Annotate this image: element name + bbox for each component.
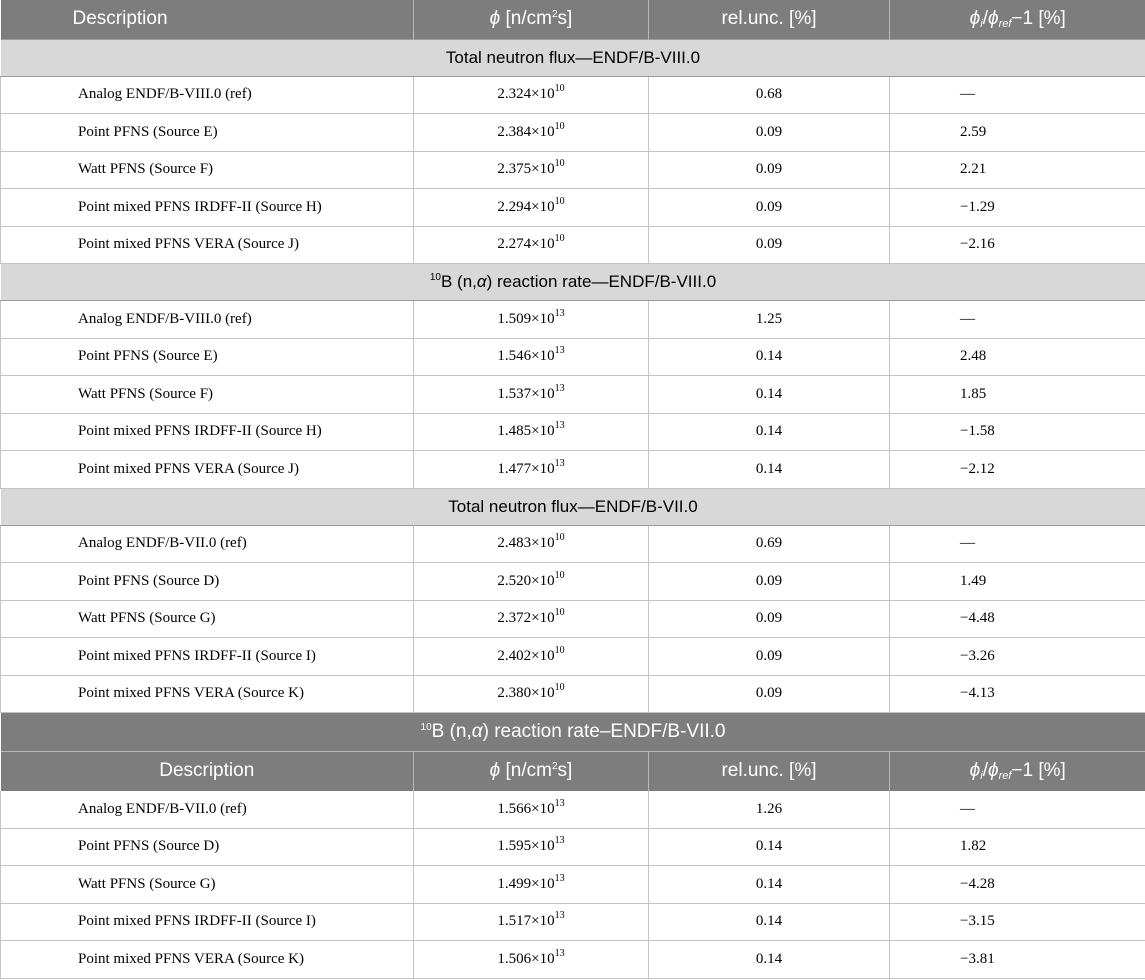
flux-exponent: 13 [554,457,565,469]
cell-uncertainty: 0.09 [649,114,890,152]
header-flux-unit-exp: 2 [551,9,558,21]
section-title [1,39,1145,76]
flux-mantissa: 1.546 [497,348,532,365]
header-flux-symbol: ϕ [489,760,501,782]
cell-deviation: −3.81 [890,941,1145,979]
cell-flux [414,600,649,638]
flux-exponent: 13 [554,345,565,357]
flux-mantissa: 1.517 [497,913,532,930]
cell-description: Point PFNS (Source E) [1,338,414,376]
cell-deviation: — [890,301,1145,339]
cell-deviation: −3.26 [890,638,1145,676]
section-header-row [1,713,1145,752]
cell-flux [414,903,649,941]
cell-deviation: — [890,791,1145,829]
cell-uncertainty: 0.68 [649,76,890,114]
cell-uncertainty: 0.09 [649,189,890,227]
header-description-label: Description [159,760,255,782]
header-flux [414,0,649,39]
cell-description: Analog ENDF/B-VIII.0 (ref) [1,301,414,339]
flux-base: 10 [539,647,555,664]
flux-times: × [531,198,540,215]
header-description [1,0,414,39]
flux-times: × [531,800,540,817]
header-ratio-sub-ref: ref [998,18,1012,31]
flux-base: 10 [539,198,555,215]
section-title [1,264,1145,301]
flux-mantissa: 1.566 [497,800,532,817]
header-description-label: Description [72,8,168,30]
flux-mantissa: 2.402 [497,647,532,664]
cell-flux [414,791,649,829]
header-flux-unit-tail: s] [557,8,573,30]
flux-exponent: 10 [554,195,565,207]
flux-base: 10 [539,610,555,627]
cell-description: Analog ENDF/B-VII.0 (ref) [1,525,414,563]
header-ratio-sub-i: i [980,18,983,31]
cell-description: Watt PFNS (Source G) [1,600,414,638]
flux-exponent: 10 [554,644,565,656]
cell-deviation: 2.59 [890,114,1145,152]
flux-times: × [531,572,540,589]
header-flux-symbol: ϕ [489,8,501,30]
header-flux [414,752,649,791]
flux-exponent: 13 [554,420,565,432]
flux-base: 10 [539,838,555,855]
cell-uncertainty: 1.26 [649,791,890,829]
section-title-text: Total neutron flux—ENDF/B-VII.0 [448,496,698,516]
section-header-row [1,39,1145,76]
flux-base: 10 [539,535,555,552]
flux-times: × [531,423,540,440]
cell-deviation: 1.82 [890,828,1145,866]
flux-exponent: 10 [554,120,565,132]
section-title-text: B (n, [431,721,472,742]
flux-mantissa: 2.483 [497,535,532,552]
cell-description: Point PFNS (Source E) [1,114,414,152]
section-title-text: B (n, [440,272,477,291]
cell-flux [414,451,649,489]
results-table-body [1,0,1145,978]
table-row [1,563,1145,601]
cell-uncertainty: 0.09 [649,675,890,713]
cell-description: Point PFNS (Source D) [1,828,414,866]
cell-description: Analog ENDF/B-VII.0 (ref) [1,791,414,829]
cell-uncertainty: 1.25 [649,301,890,339]
flux-base: 10 [539,310,555,327]
flux-exponent: 13 [554,872,565,884]
flux-times: × [531,236,540,253]
flux-exponent: 13 [554,835,565,847]
flux-mantissa: 2.324 [497,86,532,103]
flux-times: × [531,86,540,103]
table-row [1,151,1145,189]
flux-mantissa: 1.485 [497,423,532,440]
section-header-row [1,488,1145,525]
header-ratio-phi: ϕ [987,8,999,30]
table-row [1,301,1145,339]
cell-description: Point mixed PFNS IRDFF-II (Source I) [1,903,414,941]
cell-deviation: −2.12 [890,451,1145,489]
flux-times: × [531,610,540,627]
table-row [1,828,1145,866]
section-title-alpha: α [471,721,483,742]
table-row [1,525,1145,563]
cell-deviation: −1.29 [890,189,1145,227]
flux-exponent: 10 [554,233,565,245]
flux-base: 10 [539,423,555,440]
table-row [1,376,1145,414]
section-title-text: Total neutron flux—ENDF/B-VIII.0 [445,47,701,67]
cell-description: Point mixed PFNS VERA (Source K) [1,675,414,713]
cell-deviation: 1.85 [890,376,1145,414]
table-row [1,226,1145,264]
flux-base: 10 [539,348,555,365]
header-ratio-tail: −1 [%] [1011,760,1066,782]
table-row [1,451,1145,489]
cell-flux [414,376,649,414]
cell-uncertainty: 0.09 [649,151,890,189]
flux-exponent: 13 [554,382,565,394]
cell-uncertainty: 0.14 [649,376,890,414]
header-ratio-tail: −1 [%] [1011,8,1066,30]
flux-exponent: 10 [554,682,565,694]
cell-flux [414,151,649,189]
cell-uncertainty: 0.14 [649,338,890,376]
cell-flux [414,76,649,114]
flux-mantissa: 2.274 [497,236,532,253]
header-ratio [890,752,1145,791]
cell-flux [414,563,649,601]
flux-mantissa: 2.380 [497,685,532,702]
cell-description: Point PFNS (Source D) [1,563,414,601]
flux-exponent: 10 [554,158,565,170]
flux-times: × [531,950,540,967]
cell-uncertainty: 0.69 [649,525,890,563]
flux-mantissa: 1.595 [497,838,532,855]
header-ratio-sub-i: i [980,770,983,783]
cell-flux [414,638,649,676]
cell-description: Point mixed PFNS IRDFF-II (Source I) [1,638,414,676]
header-uncertainty-label: rel.unc. [%] [721,8,817,30]
flux-times: × [531,685,540,702]
cell-description: Point mixed PFNS VERA (Source J) [1,451,414,489]
cell-flux [414,301,649,339]
table-row [1,866,1145,904]
cell-description: Point mixed PFNS IRDFF-II (Source H) [1,189,414,227]
table-row [1,903,1145,941]
cell-flux [414,189,649,227]
flux-times: × [531,647,540,664]
cell-flux [414,226,649,264]
flux-exponent: 10 [554,569,565,581]
section-title-tail: ) reaction rate–ENDF/B-VII.0 [482,721,726,742]
cell-uncertainty: 0.14 [649,903,890,941]
cell-flux [414,866,649,904]
cell-flux [414,114,649,152]
section-title [1,713,1145,752]
cell-description: Analog ENDF/B-VIII.0 (ref) [1,76,414,114]
flux-times: × [531,460,540,477]
table-row [1,114,1145,152]
flux-base: 10 [539,161,555,178]
flux-times: × [531,348,540,365]
table-header-row-repeat [1,752,1145,791]
flux-times: × [531,161,540,178]
cell-uncertainty: 0.14 [649,941,890,979]
header-ratio-phi: ϕ [969,8,981,30]
cell-uncertainty: 0.09 [649,563,890,601]
header-ratio [890,0,1145,39]
flux-times: × [531,875,540,892]
flux-exponent: 10 [554,532,565,544]
cell-flux [414,413,649,451]
flux-base: 10 [539,236,555,253]
cell-uncertainty: 0.09 [649,226,890,264]
header-uncertainty-label: rel.unc. [%] [721,760,817,782]
section-title-tail: ) reaction rate—ENDF/B-VIII.0 [486,272,717,291]
flux-base: 10 [539,123,555,140]
flux-base: 10 [539,875,555,892]
cell-flux [414,941,649,979]
header-flux-unit: [n/cm [500,8,552,30]
flux-base: 10 [539,685,555,702]
cell-description: Watt PFNS (Source G) [1,866,414,904]
flux-times: × [531,385,540,402]
table-row [1,600,1145,638]
header-description [1,752,414,791]
cell-deviation: −4.28 [890,866,1145,904]
flux-times: × [531,913,540,930]
flux-base: 10 [539,572,555,589]
section-title-alpha: α [476,272,487,291]
flux-mantissa: 1.499 [497,875,532,892]
flux-mantissa: 1.506 [497,950,532,967]
table-row [1,791,1145,829]
cell-deviation: −2.16 [890,226,1145,264]
cell-uncertainty: 0.09 [649,600,890,638]
flux-exponent: 10 [554,83,565,95]
flux-times: × [531,310,540,327]
section-header-row [1,264,1145,301]
header-ratio-phi: ϕ [969,760,981,782]
flux-base: 10 [539,800,555,817]
flux-exponent: 13 [554,910,565,922]
table-header-row [1,0,1145,39]
flux-exponent: 13 [554,307,565,319]
section-title-isotope-mass: 10 [420,722,432,733]
table-row [1,76,1145,114]
header-flux-unit-tail: s] [557,760,573,782]
cell-flux [414,828,649,866]
table-row [1,189,1145,227]
flux-base: 10 [539,385,555,402]
cell-description: Point mixed PFNS VERA (Source J) [1,226,414,264]
flux-mantissa: 2.294 [497,198,532,215]
cell-deviation: −4.48 [890,600,1145,638]
cell-deviation: −4.13 [890,675,1145,713]
flux-exponent: 13 [554,797,565,809]
flux-times: × [531,838,540,855]
cell-description: Watt PFNS (Source F) [1,151,414,189]
flux-mantissa: 2.520 [497,572,532,589]
table-row [1,941,1145,979]
cell-flux [414,675,649,713]
header-ratio-slash: / [982,8,988,30]
flux-times: × [531,535,540,552]
cell-flux [414,338,649,376]
flux-mantissa: 2.375 [497,161,532,178]
cell-description: Point mixed PFNS IRDFF-II (Source H) [1,413,414,451]
cell-deviation: — [890,76,1145,114]
cell-flux [414,525,649,563]
cell-deviation: −1.58 [890,413,1145,451]
header-ratio-sub-ref: ref [998,770,1012,783]
flux-base: 10 [539,86,555,103]
section-title [1,488,1145,525]
flux-exponent: 10 [554,607,565,619]
cell-description: Point mixed PFNS VERA (Source K) [1,941,414,979]
flux-mantissa: 1.509 [497,310,532,327]
cell-deviation: 2.48 [890,338,1145,376]
flux-exponent: 13 [554,947,565,959]
flux-base: 10 [539,460,555,477]
flux-mantissa: 2.372 [497,610,532,627]
cell-uncertainty: 0.14 [649,413,890,451]
cell-deviation: −3.15 [890,903,1145,941]
header-ratio-slash: / [982,760,988,782]
table-row [1,338,1145,376]
flux-mantissa: 2.384 [497,123,532,140]
table-row [1,413,1145,451]
cell-uncertainty: 0.09 [649,638,890,676]
cell-uncertainty: 0.14 [649,451,890,489]
header-flux-unit-exp: 2 [551,761,558,773]
header-ratio-phi: ϕ [987,760,999,782]
flux-base: 10 [539,950,555,967]
cell-deviation: 2.21 [890,151,1145,189]
table-row [1,675,1145,713]
cell-deviation: — [890,525,1145,563]
section-title-isotope-mass: 10 [429,272,441,283]
cell-description: Watt PFNS (Source F) [1,376,414,414]
header-uncertainty [649,752,890,791]
flux-mantissa: 1.477 [497,460,532,477]
cell-uncertainty: 0.14 [649,866,890,904]
flux-times: × [531,123,540,140]
flux-mantissa: 1.537 [497,385,532,402]
cell-deviation: 1.49 [890,563,1145,601]
header-uncertainty [649,0,890,39]
cell-uncertainty: 0.14 [649,828,890,866]
table-row [1,638,1145,676]
flux-base: 10 [539,913,555,930]
header-flux-unit: [n/cm [500,760,552,782]
